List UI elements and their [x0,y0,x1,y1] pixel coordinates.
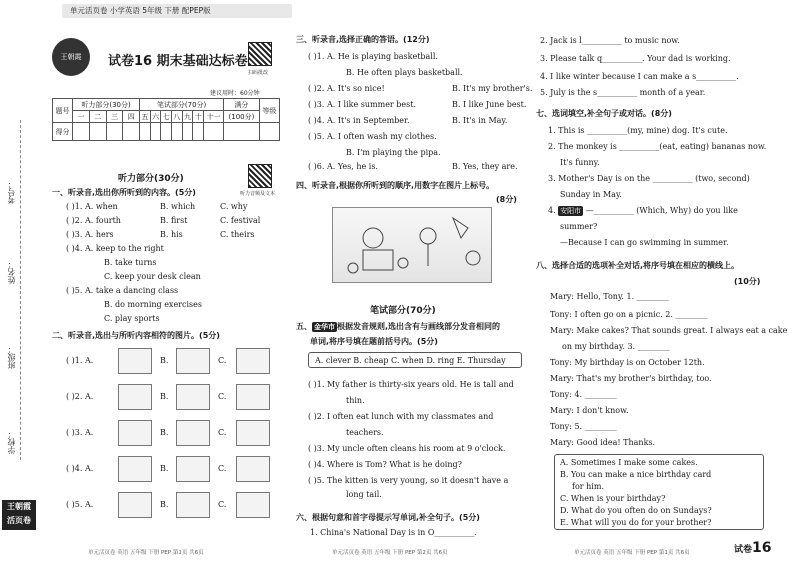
s2-q4: ( )4. A. [66,464,94,473]
s7-title: 七、选词填空,补全句子或对话。(8分) [536,109,672,118]
s1-q4: ( )4. A. keep to the right [66,244,164,253]
s4-score: (8分) [496,195,517,204]
footer-page3: 单元活页卷 英语 五年级 下册 PEP 第1页 共6页 [574,550,690,556]
s3-q2: ( )2. A. It's so nice! [308,84,385,93]
s3-q5: ( )5. A. I often wash my clothes. [308,132,437,141]
s8-dialog-line: Mary: Hello, Tony. 1. ________ [550,292,669,301]
page-title: 试卷16 期末基础达标卷 [108,54,248,69]
s5-options-box [308,352,522,368]
s2-q2: ( )2. A. [66,392,94,401]
s5-q1-cont: thin. [346,396,365,405]
s1-q4-b: B. take turns [104,258,157,267]
s2-q5-b-label: B. [160,500,169,509]
s2-q5-c-label: C. [218,500,227,509]
s2-q1-picture-b [176,348,210,374]
school-label: 学校： [7,430,16,454]
written-heading: 笔试部分(70分) [370,306,436,316]
score-table: 题号 听力部分(30分) 笔试部分(70分) 满分 等级 一 二 三 四 五 六 七 八 九 十 十一 (100分) 得分 [52,98,280,141]
s2-q2-b-label: B. [160,392,169,401]
s2-q4-picture-a [118,456,152,482]
s8-dialog-line: on my birthday. 3. ________ [562,342,670,351]
s8-dialog-line: Mary: I don't know. [550,406,629,415]
header-bar: 单元活页卷 小学英语 5年级 下册 配PEP版 [62,4,292,18]
s7-q2-cont: It's funny. [560,158,600,167]
s8-title: 八、选择合适的选项补全对话,将序号填在相应的横线上。 [536,261,740,270]
s3-q4-b: B. It's in May. [452,116,508,125]
s8-dialog-line: Mary: Good idea! Thanks. [550,438,656,447]
s6-title: 六、根据句意和首字母提示写单词,补全句子。(5分) [296,513,480,522]
s1-q1-b: B. which [160,202,196,211]
s7-q4-cont: summer? [560,222,598,231]
s1-q2-b: B. first [160,216,188,225]
s2-q3-c-label: C. [218,428,227,437]
s7-q4-answer: —Because I can go swimming in summer. [560,238,729,247]
s1-q2: ( )2. A. fourth [66,216,121,225]
s2-q3-picture-c [236,420,270,446]
s6-q2: 2. Jack is l__________ to music now. [540,36,680,45]
s8-dialog-line: Tony: 4. ________ [550,390,617,399]
s3-q6: ( )6. A. Yes, he is. [308,162,378,171]
s7-q1: 1. This is __________(my, mine) dog. It's cute. [548,126,728,135]
s7-q2: 2. The monkey is __________(eat, eating) bananas now. [548,142,767,151]
cut-line [20,120,21,460]
page-mark: 试卷16 [734,540,772,556]
s5-q4: ( )4. Where is Tom? What is he doing? [308,460,462,469]
s8-option: C. When is your birthday? [560,494,666,503]
s3-q6-b: B. Yes, they are. [452,162,518,171]
s5-q3: ( )3. My uncle often cleans his room at 9 o'clock. [308,444,506,453]
footer-page1: 单元活页卷 英语 五年级 下册 PEP 第1页 共6页 [88,550,204,556]
time-hint: 建议用时：60分钟 [210,90,260,97]
qr-code-icon[interactable] [248,42,272,66]
s8-option: A. Sometimes I make some cakes. [560,458,698,467]
audio-qr-caption: 听力音频及文本 [240,191,276,197]
s8-dialog-line: Mary: Make cakes? That sounds great. I always eat a cake [550,326,788,335]
footer-page2: 单元活页卷 英语 五年级 下册 PEP 第2页 共6页 [332,550,448,556]
listening-heading: 听力部分(30分) [118,174,184,184]
s2-q3-b-label: B. [160,428,169,437]
s5-options: A. clever B. cheap C. when D. ring E. Thursday [315,356,506,365]
s3-q1: ( )1. A. He is playing basketball. [308,52,438,61]
s6-q1: 1. China's National Day is in O__________. [310,528,477,537]
s3-q2-b: B. It's my brother's. [452,84,533,93]
s1-q5-b: B. do morning exercises [104,300,202,309]
s8-score: (10分) [734,277,761,286]
s3-q4: ( )4. A. It's in September. [308,116,410,125]
s6-q3: 3. Please talk q__________. Your dad is working. [540,54,731,63]
s8-dialog-line: Tony: I often go on a picnic. 2. ________ [550,310,708,319]
s2-q2-picture-c [236,384,270,410]
s5-title-cont: 单词,将序号填在题前括号内。(5分) [310,337,438,346]
s2-q5-picture-c [236,492,270,518]
s1-q3: ( )3. A. hers [66,230,114,239]
s1-q5: ( )5. A. take a dancing class [66,286,179,295]
binding-strip [0,0,40,566]
s8-dialog-line: Mary: That's my brother's birthday, too. [550,374,712,383]
park-scene-illustration [332,207,492,283]
s6-q4: 4. I like winter because I can make a s__________. [540,72,739,81]
s2-q2-picture-b [176,384,210,410]
s2-q5-picture-a [118,492,152,518]
region-tag-anyang: 安阳市 [560,207,582,215]
s3-q3: ( )3. A. I like summer best. [308,100,417,109]
s1-q3-c: C. theirs [220,230,255,239]
s4-title: 四、听录音,根据你所听到的顺序,用数字在图片上标号。 [296,181,495,190]
s8-option: B. You can make a nice birthday card [560,470,712,479]
s2-q2-c-label: C. [218,392,227,401]
s1-q4-c: C. keep your desk clean [104,272,201,281]
class-label: 班级： [7,345,16,369]
s1-q2-c: C. festival [220,216,261,225]
s2-q1-picture-a [118,348,152,374]
s8-dialog-line: Tony: My birthday is on October 12th. [550,358,705,367]
s7-q3-cont: Sunday in May. [560,190,622,199]
s2-q4-c-label: C. [218,464,227,473]
s1-q5-c: C. play sports [104,314,160,323]
s5-q2-cont: teachers. [346,428,384,437]
s5-title: 五、 金华市 根据发音规则,选出含有与画线部分发音相同的 [296,322,501,331]
s2-q1: ( )1. A. [66,356,94,365]
s1-q1: ( )1. A. when [66,202,118,211]
s5-q2: ( )2. I often eat lunch with my classmates and [308,412,494,421]
qr-caption: 扫码批改 [248,70,269,76]
s7-q4: 4. 安阳市 —__________ (Which, Why) do you like [548,206,738,215]
exam-number-label: 考号： [7,180,16,204]
s2-q4-picture-b [176,456,210,482]
s1-q1-c: C. why [220,202,248,211]
s6-q5: 5. July is the s__________ month of a year. [540,88,706,97]
s8-option: for him. [572,482,604,491]
s2-q4-picture-c [236,456,270,482]
s2-q3-picture-a [118,420,152,446]
s5-q5: ( )5. The kitten is very young, so it doesn't have a [308,476,509,485]
s2-title: 二、听录音,选出与所听内容相符的图片。(5分) [52,331,220,340]
region-tag: 金华市 [314,323,335,331]
s3-q3-b: B. I like June best. [452,100,527,109]
s2-q4-b-label: B. [160,464,169,473]
s3-q1-b: B. He often plays basketball. [346,68,463,77]
s2-q1-b-label: B. [160,356,169,365]
name-label: 姓名： [7,260,16,284]
s2-q1-c-label: C. [218,356,227,365]
s1-q3-b: B. his [160,230,183,239]
s2-q1-picture-c [236,348,270,374]
s2-q5: ( )5. A. [66,500,94,509]
publisher-logo: 王朝霞 [52,38,90,76]
s2-q2-picture-a [118,384,152,410]
brand-logo: 王朝霞 活页卷 [2,500,36,530]
s8-dialog-line: Tony: 5. ________ [550,422,617,431]
s5-q1: ( )1. My father is thirty-six years old. He is tall and [308,380,514,389]
s2-q5-picture-b [176,492,210,518]
s7-q3: 3. Mother's Day is on the __________ (two, second) [548,174,750,183]
s5-q5-cont: long tail. [346,490,382,499]
children-playing-icon [333,208,493,284]
s8-option: E. What will you do for your brother? [560,518,712,527]
s3-q5-b: B. I'm playing the pipa. [346,148,441,157]
s2-q3: ( )3. A. [66,428,94,437]
s1-title: 一、听录音,选出你所听到的内容。(5分) [52,188,196,197]
s3-title: 三、听录音,选择正确的答语。(12分) [296,35,430,44]
s8-option: D. What do you often do on Sundays? [560,506,712,515]
s2-q3-picture-b [176,420,210,446]
audio-qr-icon[interactable] [248,164,272,188]
